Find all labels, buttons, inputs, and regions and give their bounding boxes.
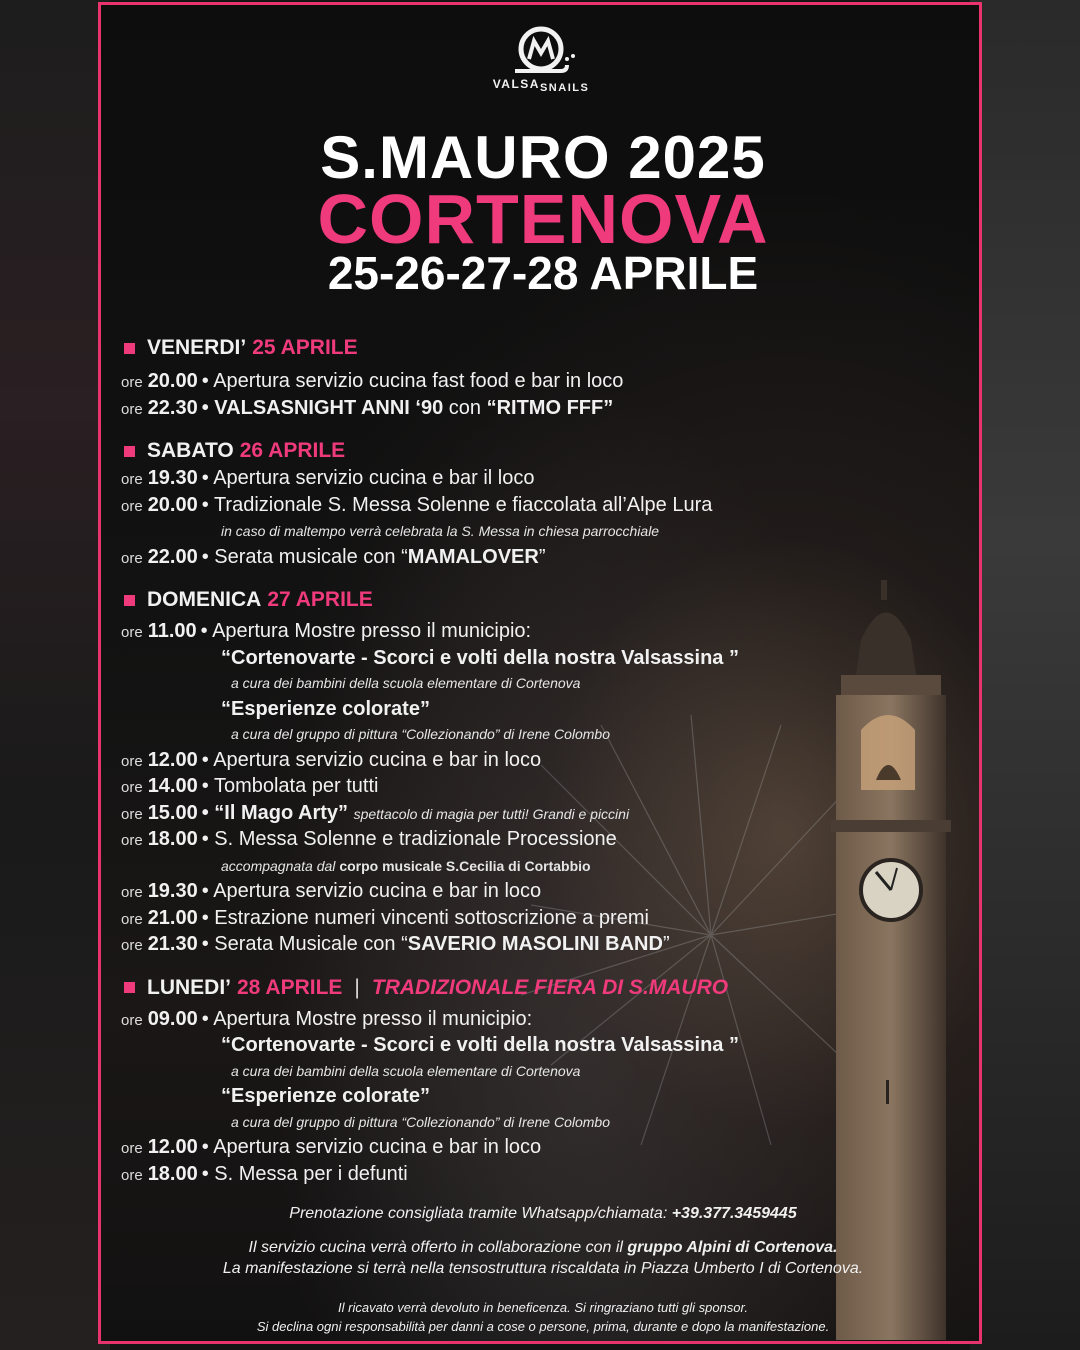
event-location: CORTENOVA [317,180,769,258]
square-bullet-icon [124,343,135,354]
event-title: S.MAURO 2025 [320,124,766,191]
exhibit-title: “Cortenovarte - Scorci e volti della nostra Valsassina ” [221,1034,739,1056]
schedule-row: ore 22.30 • VALSASNIGHT ANNI ‘90 con “RITMO FFF” [121,396,614,419]
valsasnails-logo: VALSASNAILS [481,23,601,105]
square-bullet-icon [124,446,135,457]
snail-logo-icon [501,23,581,79]
exhibit-note: a cura del gruppo di pittura “Collezionando” di Irene Colombo [231,726,610,742]
day-heading-monday: LUNEDI’ 28 APRILE | TRADIZIONALE FIERA DI S.MAURO [121,973,971,1003]
phone-number: +39.377.3459445 [671,1205,797,1222]
schedule-row: ore 19.30 • Apertura servizio cucina e bar in loco [121,880,542,902]
kitchen-venue-info: Il servizio cucina verrà offerto in collaborazione con il gruppo Alpini di Cortenova. La manifestazione si terrà nella tensostruttura riscaldata in Piazza Umberto I di Cortenova. [222,1239,864,1277]
exhibit-note: a cura dei bambini della scuola elementare di Cortenova [231,1062,581,1079]
background-blur-right [970,0,1080,1350]
schedule-row: ore 11.00 • Apertura Mostre presso il municipio: [121,620,532,642]
schedule-row: ore 20.00 • Tradizionale S. Messa Solenne e fiaccolata all’Alpe Lura [121,493,713,516]
schedule-row: ore 12.00 • Apertura servizio cucina e bar in loco [121,748,542,771]
schedule-row: ore 18.00 • S. Messa per i defunti [121,1162,408,1185]
exhibit-title: “Esperienze colorate” [221,697,430,720]
schedule-row: ore 09.00 • Apertura Mostre presso il municipio: [121,1007,533,1030]
program-list [121,333,971,1188]
exhibit-note: a cura dei bambini della scuola elementare di Cortenova [231,675,581,691]
day-heading-friday: VENERDI’ 25 APRILE [121,333,971,363]
schedule-row: ore 12.00 • Apertura servizio cucina e bar in loco [121,1136,542,1158]
disclaimer-info: Il ricavato verrà devoluto in beneficenza. Si ringraziano tutti gli sponsor. Si declina ogni responsabilità per danni a cose o persone, prima, durante e dopo la manifestazione. [256,1300,830,1334]
schedule-row: ore 14.00 • Tombolata per tutti [121,775,379,797]
square-bullet-icon [124,595,135,606]
day-heading-sunday: DOMENICA 27 APRILE [121,585,971,615]
schedule-row: ore 18.00 • S. Messa Solenne e tradizionale Processione [121,828,617,850]
event-poster [98,2,982,1344]
schedule-note: accompagnata dal corpo musicale S.Cecilia di Cortabbio [221,857,591,874]
schedule-row: ore 21.30 • Serata Musicale con “SAVERIO MASOLINI BAND” [121,933,670,955]
fair-title: TRADIZIONALE FIERA DI S.MAURO [371,975,729,999]
schedule-row: ore 19.30 • Apertura servizio cucina e bar il loco [121,467,535,489]
background-blur-left [0,0,110,1350]
event-dates: 25-26-27-28 APRILE [327,247,759,299]
schedule-note: in caso di maltempo verrà celebrata la S. Messa in chiesa parrocchiale [221,523,660,539]
schedule-row: ore 20.00 • Apertura servizio cucina fast food e bar in loco [121,370,624,392]
schedule-row: ore 22.00 • Serata musicale con “MAMALOVER” [121,545,546,568]
day-heading-saturday: SABATO 26 APRILE [121,436,971,466]
booking-info: Prenotazione consigliata tramite Whatsapp/chiamata: +39.377.3459445 [289,1205,797,1222]
schedule-row: ore 21.00 • Estrazione numeri vincenti sottoscrizione a premi [121,906,649,929]
schedule-row: ore 15.00 • “Il Mago Arty” spettacolo di magia per tutti! Grandi e piccini [121,801,630,824]
exhibit-title: “Esperienze colorate” [221,1085,430,1107]
exhibit-title: “Cortenovarte - Scorci e volti della nostra Valsassina ” [221,646,739,669]
exhibit-note: a cura del gruppo di pittura “Collezionando” di Irene Colombo [231,1113,610,1130]
square-bullet-icon [124,982,135,993]
